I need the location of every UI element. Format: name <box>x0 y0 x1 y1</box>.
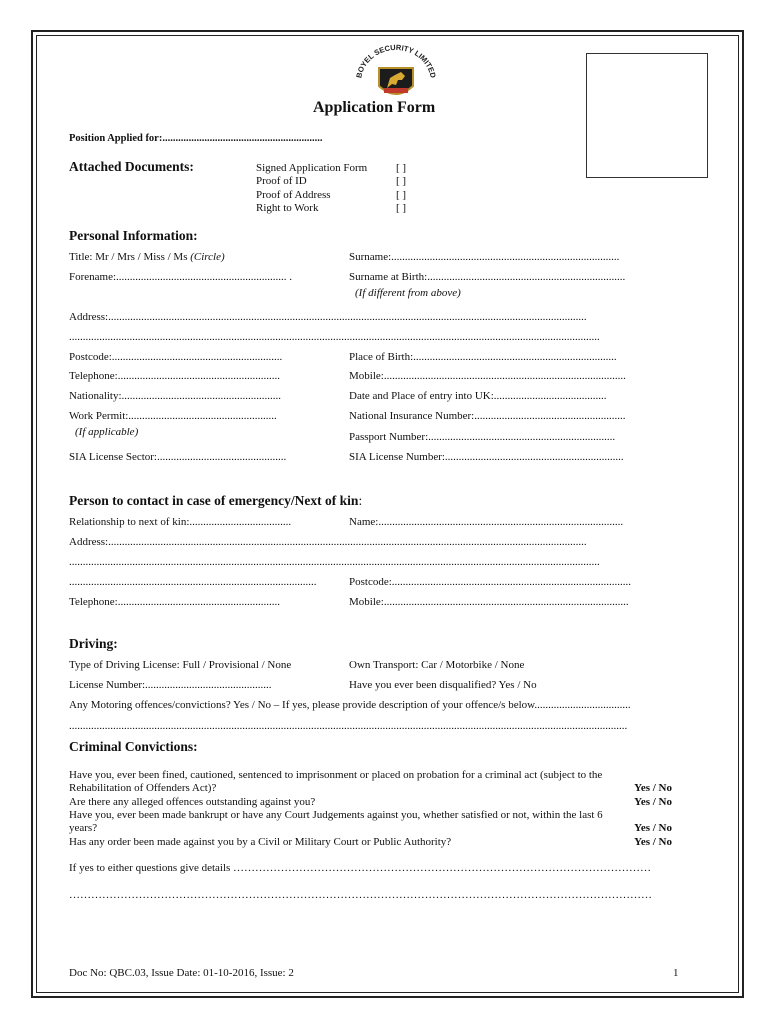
sia-number-field[interactable]: SIA License Number:................................................................. <box>349 451 624 463</box>
question-bankrupt: Have you, ever been made bankrupt or have any Court Judgements against you, whether satisfied or not, within the last 6 <box>69 809 603 821</box>
license-type-field[interactable]: Type of Driving License: Full / Provisional / None <box>69 659 292 671</box>
yes-no-answer[interactable]: Yes / No <box>634 822 672 834</box>
license-number-field[interactable]: License Number:.............................................. <box>69 679 272 691</box>
sia-sector-field[interactable]: SIA License Sector:............................................... <box>69 451 287 463</box>
question-outstanding: Are there any alleged offences outstanding against you? <box>69 796 316 808</box>
address-line-2[interactable]: ................................................................................................................................................................................................. <box>69 331 600 343</box>
surname-field[interactable]: Surname:................................................................................... <box>349 251 620 263</box>
disqualified-field[interactable]: Have you ever been disqualified? Yes / No <box>349 679 537 691</box>
emergency-heading-colon: : <box>358 493 363 508</box>
circle-hint: (Circle) <box>190 251 225 263</box>
address-field[interactable]: Address:.............................................................................................................................................................................. <box>69 311 587 323</box>
own-transport-field[interactable]: Own Transport: Car / Motorbike / None <box>349 659 525 671</box>
kin-name-field[interactable]: Name:......................................................................................... <box>349 516 624 528</box>
logo-text: BOYEL SECURITY LIMITED <box>354 42 438 79</box>
offence-description-line[interactable]: ........................................................................................................................................................................................................... <box>69 720 628 732</box>
doc-number: Doc No: QBC.03, Issue Date: 01-10-2016, Issue: 2 <box>69 967 294 979</box>
personal-info-heading: Personal Information: <box>69 228 198 243</box>
page-number: 1 <box>673 967 679 979</box>
doc-label: Right to Work <box>256 202 319 214</box>
mobile-field[interactable]: Mobile:........................................................................................ <box>349 370 626 382</box>
company-logo <box>351 42 441 102</box>
yes-no-answer[interactable]: Yes / No <box>634 796 672 808</box>
doc-label: Signed Application Form <box>256 162 368 174</box>
title-field[interactable] <box>69 251 225 264</box>
driving-heading: Driving: <box>69 636 118 651</box>
kin-mobile-field[interactable]: Mobile:......................................................................................... <box>349 596 629 608</box>
doc-label: Proof of ID <box>256 175 307 187</box>
doc-checkbox[interactable]: [ ] <box>396 189 407 201</box>
doc-checkbox[interactable]: [ ] <box>396 175 407 187</box>
doc-checkbox[interactable]: [ ] <box>396 202 407 214</box>
question-fined: Have you, ever been fined, cautioned, sentenced to imprisonment or placed on probation for a criminal act (subject to the <box>69 769 603 781</box>
if-different-note: (If different from above) <box>355 287 461 299</box>
doc-label: Proof of Address <box>256 189 331 201</box>
position-applied-field[interactable]: Position Applied for:............................................................. <box>69 133 323 144</box>
place-of-birth-field[interactable]: Place of Birth:.......................................................................... <box>349 351 617 363</box>
postcode-field[interactable]: Postcode:.............................................................. <box>69 351 283 363</box>
attached-documents-heading: Attached Documents: <box>69 159 194 174</box>
criminal-heading: Criminal Convictions: <box>69 739 198 754</box>
motoring-offences-field[interactable]: Any Motoring offences/convictions? Yes / No – If yes, please provide description of your offence/s below................................... <box>69 699 631 711</box>
form-title: Application Form <box>313 99 436 116</box>
kin-address-line-3[interactable]: .......................................................................................... <box>69 576 317 588</box>
photo-box[interactable] <box>586 53 708 178</box>
title-options: Title: Mr / Mrs / Miss / Ms <box>69 251 188 263</box>
work-permit-field[interactable]: Work Permit:...................................................... <box>69 410 277 422</box>
question-court-order: Has any order been made against you by a Civil or Military Court or Public Authority? <box>69 836 452 848</box>
kin-postcode-field[interactable]: Postcode:....................................................................................... <box>349 576 632 588</box>
inner-border <box>36 35 739 993</box>
telephone-field[interactable]: Telephone:........................................................... <box>69 370 280 382</box>
surname-at-birth-field[interactable]: Surname at Birth:........................................................................ <box>349 271 626 283</box>
doc-checkbox[interactable]: [ ] <box>396 162 407 174</box>
forename-field[interactable]: Forename:.............................................................. . <box>69 271 293 283</box>
nationality-field[interactable]: Nationality:.......................................................... <box>69 390 282 402</box>
ni-number-field[interactable]: National Insurance Number:....................................................... <box>349 410 626 422</box>
emergency-heading-text: Person to contact in case of emergency/Next of kin <box>69 493 359 508</box>
emergency-heading <box>69 494 362 507</box>
question-fined-cont: Rehabilitation of Offenders Act)? <box>69 782 217 794</box>
if-applicable-note: (If applicable) <box>75 426 139 438</box>
kin-address-line-2[interactable]: ................................................................................................................................................................................................. <box>69 556 600 568</box>
yes-no-answer[interactable]: Yes / No <box>634 782 672 794</box>
kin-telephone-field[interactable]: Telephone:........................................................... <box>69 596 280 608</box>
kin-address-field[interactable]: Address:.............................................................................................................................................................................. <box>69 536 587 548</box>
yes-no-answer[interactable]: Yes / No <box>634 836 672 848</box>
date-entry-uk-field[interactable]: Date and Place of entry into UK:......................................... <box>349 390 607 402</box>
details-line-2[interactable]: …………………………………………………………………………………………………………………………………………… <box>69 889 652 901</box>
passport-number-field[interactable]: Passport Number:.................................................................... <box>349 431 616 443</box>
details-field[interactable]: If yes to either questions give details …………………………………………………………………………………………………… <box>69 862 652 874</box>
question-bankrupt-cont: years? <box>69 822 98 834</box>
relationship-field[interactable]: Relationship to next of kin:..................................... <box>69 516 292 528</box>
